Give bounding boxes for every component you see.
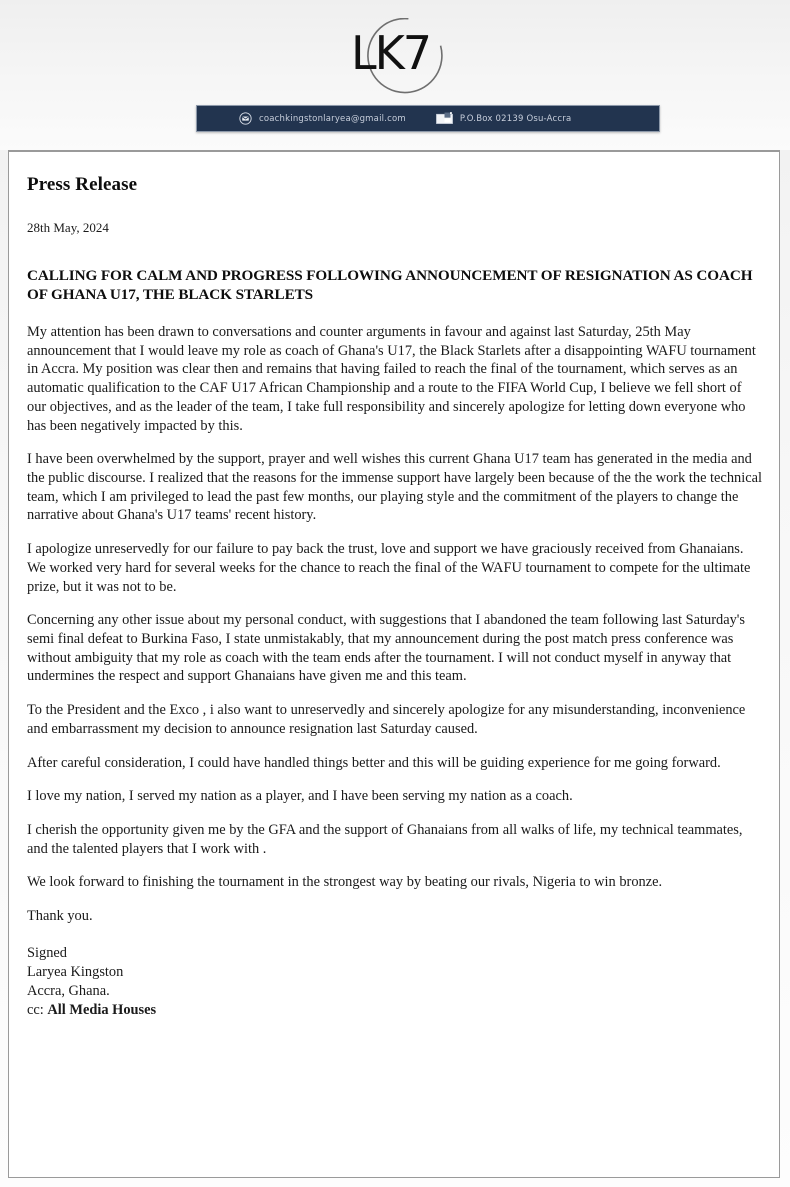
release-date: 28th May, 2024 [27, 220, 109, 235]
paragraph: I love my nation, I served my nation as a player, and I have been serving my nation as a coach. [27, 788, 573, 805]
cc-label: cc: [27, 1001, 48, 1018]
release-heading: CALLING FOR CALM AND PROGRESS FOLLOWING ANNOUNCEMENT OF RESIGNATION AS COACH OF GHANA U17, THE BLACK STARLETS [27, 267, 753, 304]
contact-bar [196, 105, 660, 132]
paragraph: After careful consideration, I could have handled things better and this will be guiding experience for me going forward. [27, 754, 721, 771]
contact-email[interactable] [239, 106, 406, 131]
mailbox-icon [436, 112, 453, 125]
signed-label: Signed [27, 944, 67, 961]
paragraph: Thank you. [27, 908, 93, 925]
logo-text: LK7 [351, 26, 431, 80]
paragraph: To the President and the Exco , i also want to unreservedly and sincerely apologize for any misunderstanding, inconvenience and embarrassment my decision to announce resignation last Saturday caused. [27, 702, 746, 737]
paragraph: My attention has been drawn to conversations and counter arguments in favour and against last Saturday, 25th May announcement that I would leave my role as coach of Ghana's U17, the Black Starlets after a disappointing WAFU tournament in Accra. My position was clear then and remains that having failed to reach the final of the tournament, which serves as an automatic qualification to the CAF U17 African Championship and a route to the FIFA World Cup, I believe we fell short of our objectives, and as the leader of the team, I take full responsibility and sincerely apologize for letting down everyone who has been negatively impacted by this. [27, 323, 756, 434]
envelope-icon [239, 112, 252, 125]
signer-location: Accra, Ghana. [27, 982, 110, 999]
cc-value: All Media Houses [47, 1001, 157, 1018]
paragraph: I apologize unreservedly for our failure to pay back the trust, love and support we have graciously received from Ghanaians. We worked very hard for several weeks for the chance to reach the final of the WAFU tournament to compete for the ultimate prize, but it was not to be. [27, 541, 751, 595]
cc-line [27, 1001, 763, 1020]
letterhead [0, 0, 790, 150]
page-title: Press Release [27, 174, 138, 195]
document-body [8, 150, 780, 1178]
signer-name: Laryea Kingston [27, 963, 124, 980]
contact-address-text: P.O.Box 02139 Osu-Accra [459, 113, 572, 124]
signature-block [27, 944, 763, 1020]
contact-email-text: coachkingstonlaryea@gmail.com [259, 113, 406, 124]
paragraph: Concerning any other issue about my personal conduct, with suggestions that I abandoned the team following last Saturday's semi final defeat to Burkina Faso, I state unmistakably, that my announcement during the post match press conference was without ambiguity that my role as coach with the team ends after the tournament. I will not conduct myself in anyway that undermines the respect and support Ghanaians have given me and this team. [27, 612, 745, 685]
logo [335, 18, 455, 102]
paragraph: I have been overwhelmed by the support, prayer and well wishes this current Ghana U17 team has generated in the media and the public discourse. I realized that the reasons for the immense support have largely been because of the the work the technical team, which I am privileged to lead the past few months, our playing style and the commitment of the players to change the narrative about Ghana's U17 teams' recent history. [27, 451, 762, 524]
contact-address[interactable] [436, 106, 572, 131]
paragraph: We look forward to finishing the tournament in the strongest way by beating our rivals, Nigeria to win bronze. [27, 874, 663, 891]
paragraph: I cherish the opportunity given me by the GFA and the support of Ghanaians from all walks of life, my technical teammates, and the talented players that I work with . [27, 822, 743, 857]
